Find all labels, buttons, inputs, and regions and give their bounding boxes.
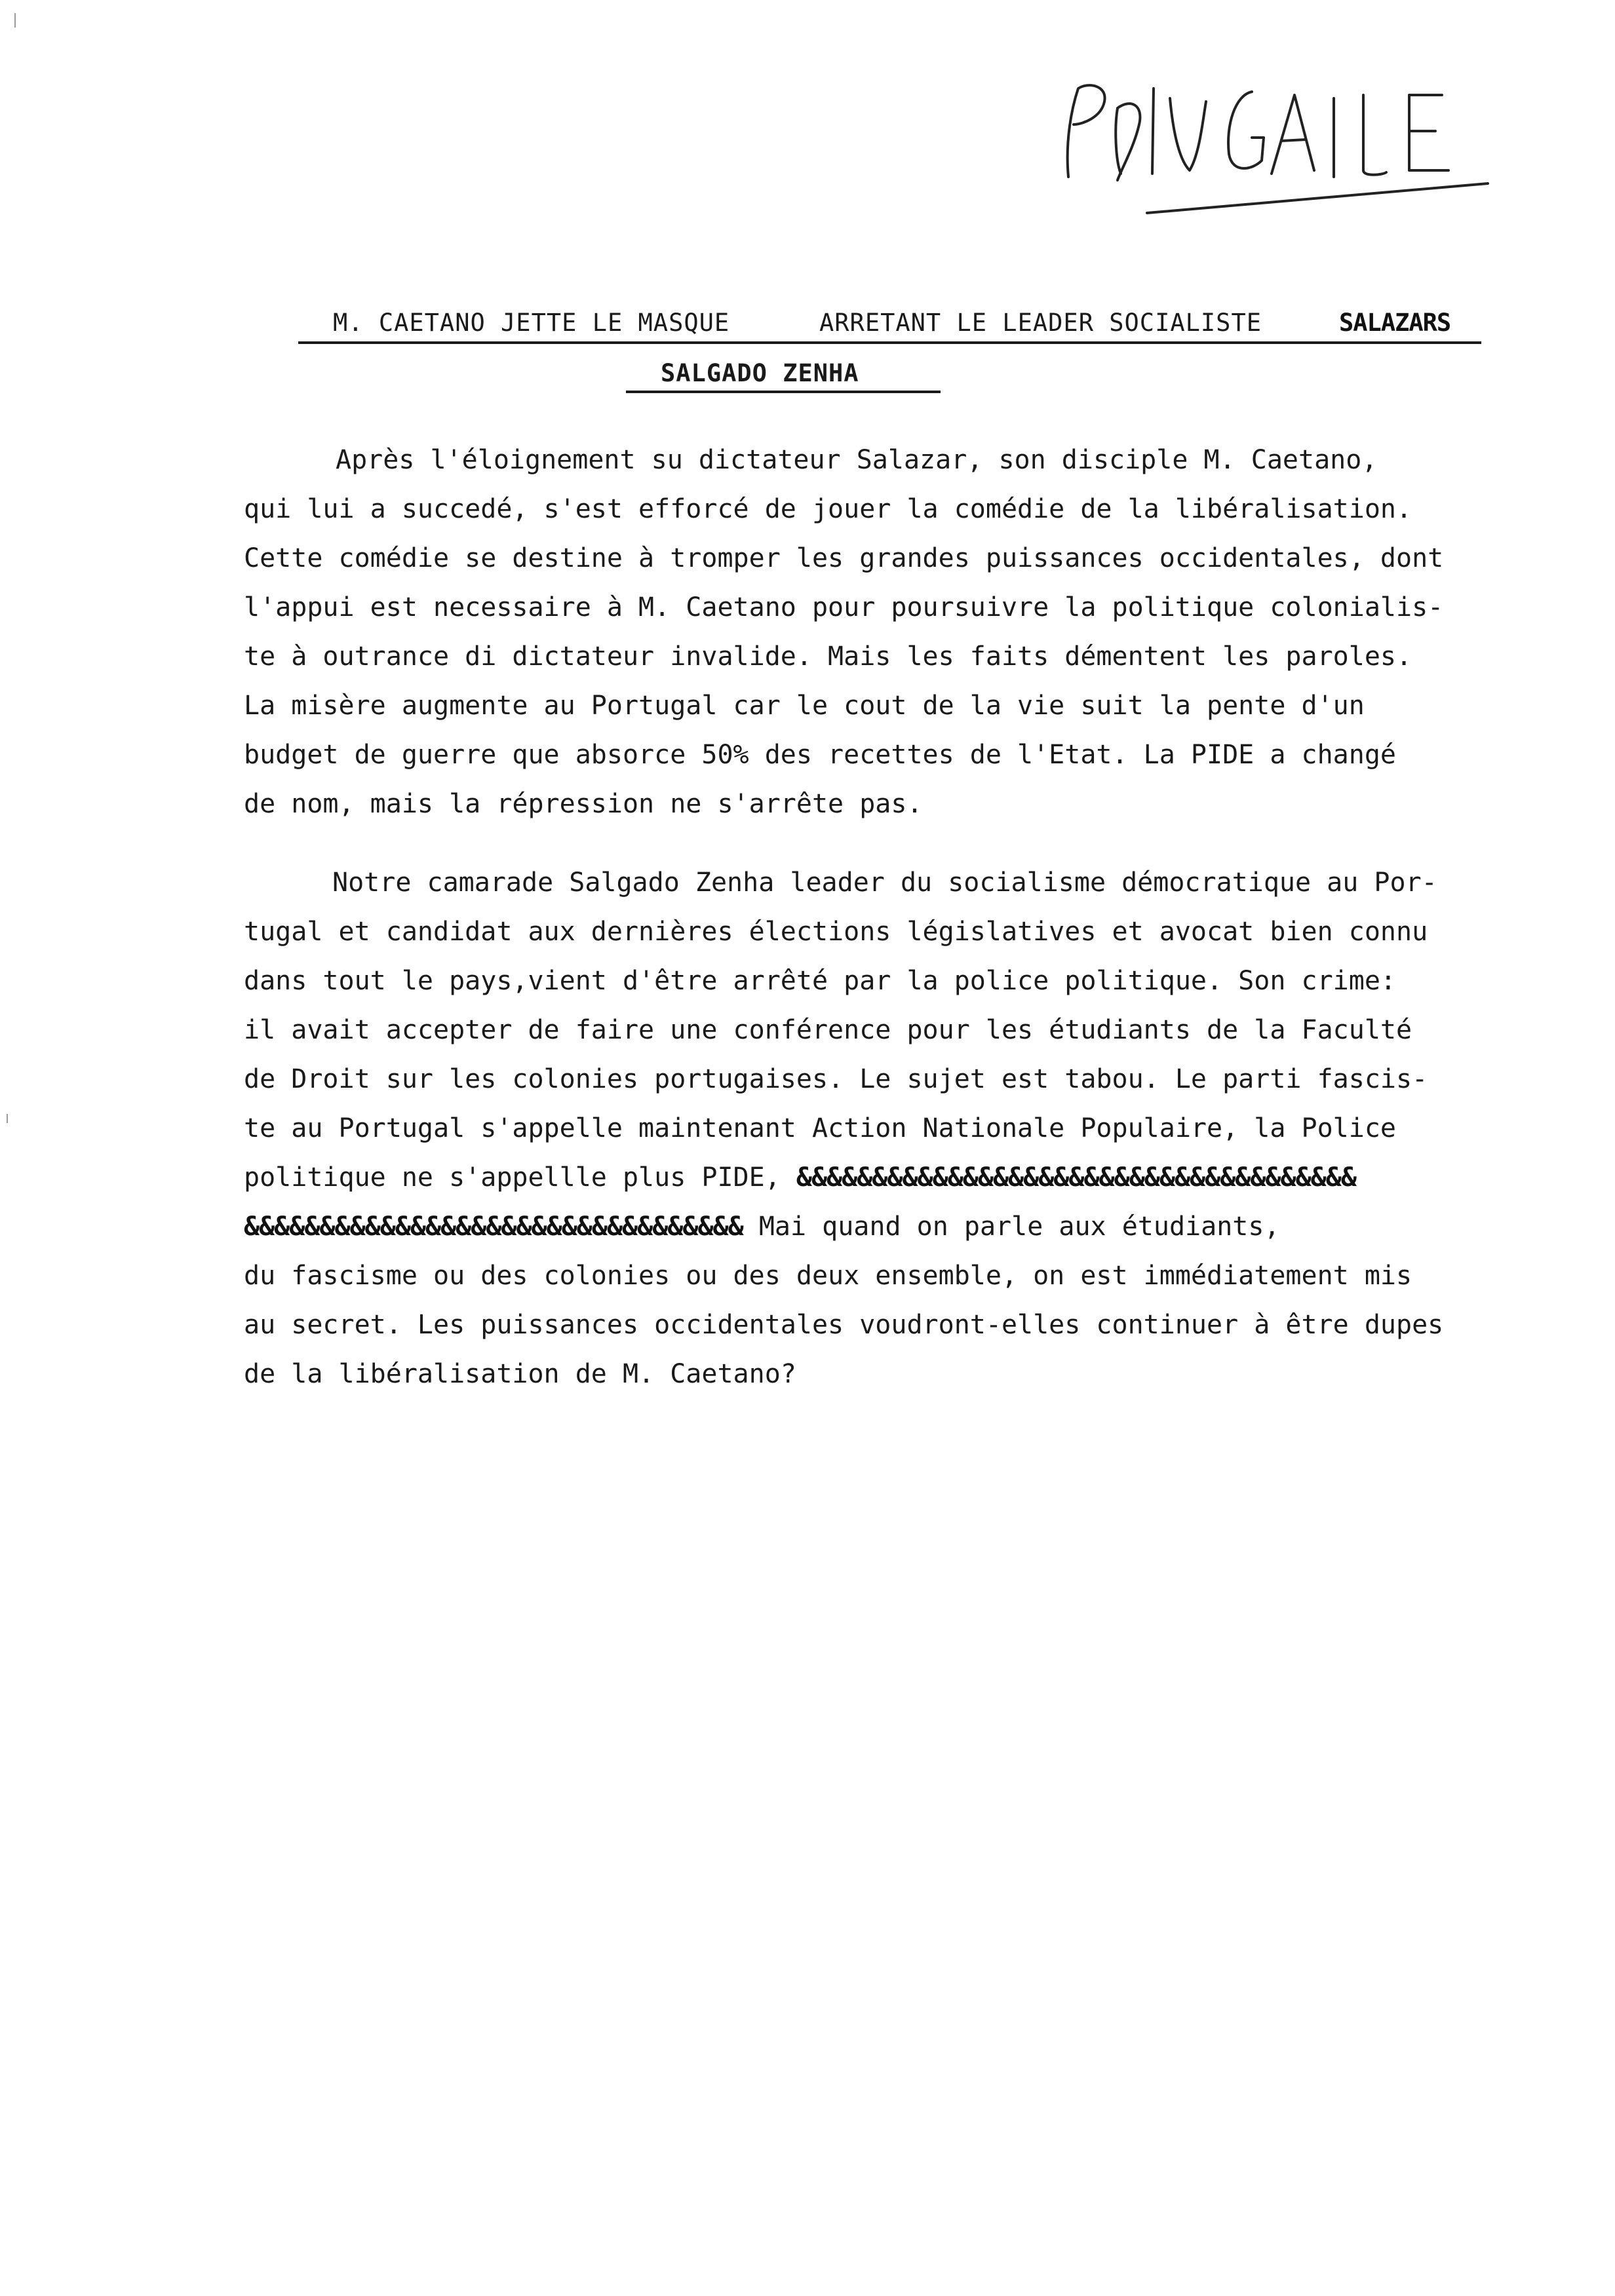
paragraph-2-line: tugal et candidat aux dernières élections législatives et avocat bien connu (244, 917, 1428, 947)
paragraph-2-line: au secret. Les puissances occidentales voudront-elles continuer à être dupes (244, 1310, 1444, 1340)
paragraph-2-line: te au Portugal s'appelle maintenant Action Nationale Populaire, la Police (244, 1113, 1396, 1143)
paragraph-2-line-struck (244, 1153, 1549, 1202)
title-name: SALGADO ZENHA (661, 359, 859, 387)
paragraph-2-line: de la libéralisation de M. Caetano? (244, 1359, 796, 1389)
paragraph-2-line: de Droit sur les colonies portugaises. Le sujet est tabou. Le parti fascis- (244, 1064, 1428, 1094)
paragraph-1-line: te à outrance di dictateur invalide. Mais les faits démentent les paroles. (244, 641, 1412, 672)
title-part-2: ARRETANT LE LEADER SOCIALISTE (819, 309, 1262, 337)
paragraph-2-line: dans tout le pays,vient d'être arrêté par la police politique. Son crime: (244, 966, 1396, 996)
title-struck-word: SALAZARS (1339, 309, 1451, 337)
struck-out-text: &&&&&&&&&&&&&&&&&&&&&&&&&&&&&&&&&&&&& (796, 1162, 1356, 1193)
scan-mark-top-left (14, 13, 16, 28)
paragraph-2-line: il avait accepter de faire une conférence pour les étudiants de la Faculté (244, 1015, 1412, 1045)
title-underline-2 (626, 391, 941, 393)
handwritten-portugal-icon (1055, 62, 1501, 233)
paragraph-1-line: l'appui est necessaire à M. Caetano pour poursuivre la politique colonialis- (244, 592, 1444, 622)
paragraph-2-line-struck (244, 1202, 1549, 1252)
paragraph-1-line: de nom, mais la répression ne s'arrête pas. (244, 789, 923, 819)
title-underline-1 (298, 341, 1481, 344)
scan-mark-mid-left (7, 1114, 8, 1123)
paragraph-1-line: Cette comédie se destine à tromper les grandes puissances occidentales, dont (244, 543, 1444, 573)
paragraph-1-line: budget de guerre que absorce 50% des recettes de l'Etat. La PIDE a changé (244, 740, 1396, 770)
paragraph-1-line: Après l'éloignement su dictateur Salazar, son disciple M. Caetano, (336, 445, 1378, 475)
paragraph-2-text: Mai quand on parle aux étudiants, (758, 1212, 1280, 1242)
paragraph-1-line: qui lui a succedé, s'est efforcé de jouer la comédie de la libéralisation. (244, 494, 1412, 524)
title-part-1: M. CAETANO JETTE LE MASQUE (333, 309, 730, 337)
paragraph-1-line: La misère augmente au Portugal car le cout de la vie suit la pente d'un (244, 691, 1365, 721)
paragraph-2-line: du fascisme ou des colonies ou des deux ensemble, on est immédiatement mis (244, 1261, 1412, 1291)
paragraph-1 (244, 436, 1549, 829)
paragraph-2-line: Notre camarade Salgado Zenha leader du socialisme démocratique au Por- (332, 868, 1437, 898)
paragraph-2-text: politique ne s'appellle plus PIDE, (244, 1162, 781, 1193)
handwritten-annotation (1055, 62, 1501, 233)
struck-out-text: &&&&&&&&&&&&&&&&&&&&&&&&&&&&&&&&& (244, 1212, 743, 1242)
paragraph-2 (244, 858, 1549, 1399)
